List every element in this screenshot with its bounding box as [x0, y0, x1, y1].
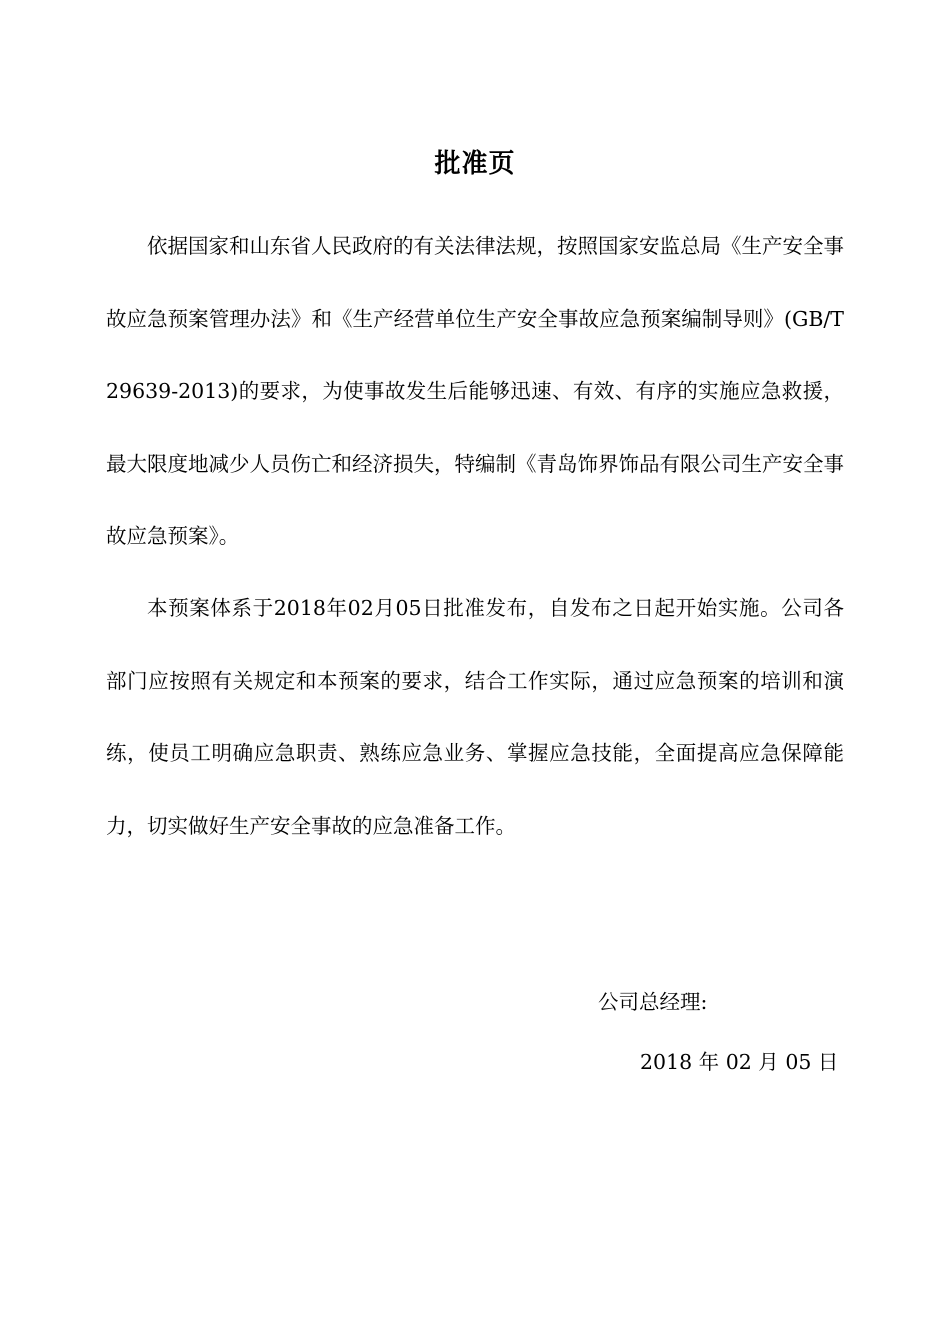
- signature-label: 公司总经理:: [598, 990, 708, 1014]
- page-title: 批准页: [434, 149, 516, 179]
- body-paragraph-1: 依据国家和山东省人民政府的有关法律法规，按照国家安监总局《生产安全事故应急预案管理办法》和《生产经营单位生产安全事故应急预案编制导则》(GB/T 29639-2013)的要求，为使事故发生后能够迅速、有效、有序的实施应急救援，最大限度地减少人员伤亡和经济损失，特编制《青岛饰界饰品有限公司生产安全事故应急预案》。: [106, 234, 844, 548]
- body-paragraph-2: 本预案体系于2018年02月05日批准发布，自发布之日起开始实施。公司各部门应按照有关规定和本预案的要求，结合工作实际，通过应急预案的培训和演练，使员工明确应急职责、熟练应急业务、掌握应急技能，全面提高应急保障能力，切实做好生产安全事故的应急准备工作。: [106, 596, 844, 838]
- signature-date: 2018 年 02 月 05 日: [640, 1050, 839, 1074]
